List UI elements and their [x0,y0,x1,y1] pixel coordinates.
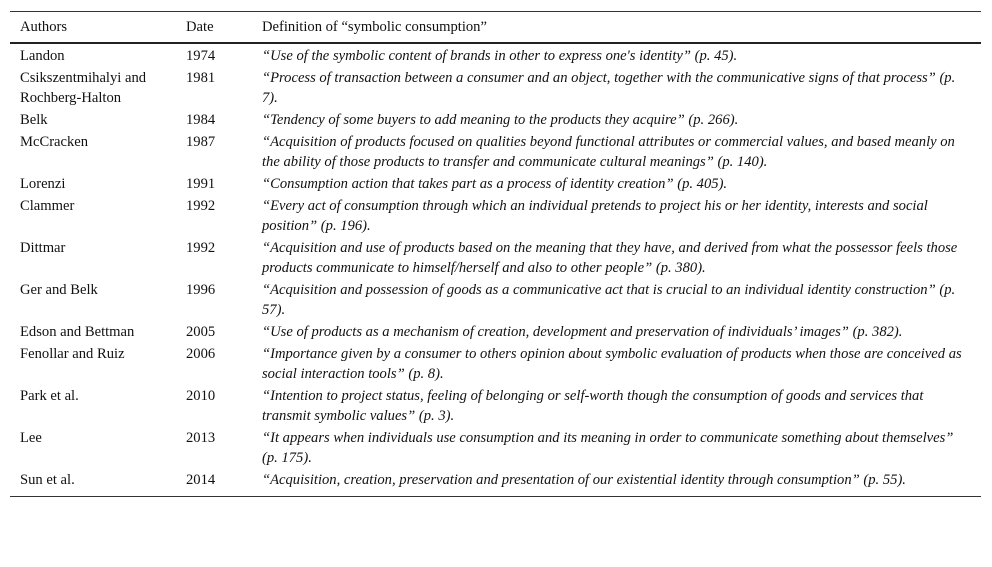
header-row [10,12,981,44]
cell-definition: “Use of products as a mechanism of creation, development and preservation of individuals’ images” (p. 382). [262,324,903,340]
cell-definition: “It appears when individuals use consumption and its meaning in order to communicate something about themselves” (p. 175). [262,430,954,466]
table-row [10,427,981,469]
cell-date: 2014 [186,469,262,497]
table-row [10,67,981,109]
cell-authors: Park et al. [20,388,79,404]
cell-authors: Dittmar [20,240,66,256]
cell-definition: “Acquisition of products focused on qualities beyond functional attributes or commercial values, and based meanly on the ability of those products to transfer and communicate cultural meanings” (p. 140). [262,134,955,170]
cell-date: 2006 [186,346,216,362]
cell-date: 1996 [186,282,216,298]
table-row [10,343,981,385]
table-row [10,469,981,497]
table-row [10,43,981,67]
table-row [10,131,981,173]
cell-date: 2005 [186,324,216,340]
cell-authors: Belk [20,112,48,128]
symbolic-consumption-table-container [10,11,981,497]
cell-definition: “Every act of consumption through which an individual pretends to project his or her identity, interests and social position” (p. 196). [262,198,928,234]
cell-definition: “Process of transaction between a consumer and an object, together with the communicative signs of that process” (p. 7). [262,70,956,106]
cell-authors: Lorenzi [20,176,66,192]
cell-date: 1991 [186,176,216,192]
cell-authors: Fenollar and Ruiz [20,346,125,362]
cell-date: 1981 [186,70,216,86]
table-row [10,109,981,131]
table-header [10,12,981,44]
symbolic-consumption-table [10,11,981,497]
cell-date: 1987 [186,134,216,150]
table-row [10,237,981,279]
cell-authors: Csikszentmihalyi and Rochberg-Halton [20,70,147,106]
table-row [10,321,981,343]
cell-authors: Clammer [20,198,75,214]
cell-date: 2010 [186,388,216,404]
table-row [10,173,981,195]
cell-authors: Sun et al. [10,469,186,497]
cell-date: 1974 [186,48,216,64]
cell-definition: “Tendency of some buyers to add meaning to the products they acquire” (p. 266). [262,112,739,128]
cell-date: 2013 [186,430,216,446]
header-authors: Authors [10,12,186,44]
cell-definition: “Acquisition, creation, preservation and presentation of our existential identity through consumption” (p. 55). [262,469,981,497]
cell-authors: Edson and Bettman [20,324,135,340]
cell-authors: Ger and Belk [20,282,98,298]
table-row [10,195,981,237]
cell-authors: McCracken [20,134,89,150]
table-body [10,43,981,497]
cell-definition: “Acquisition and use of products based on the meaning that they have, and derived from what the possessor feels those products communicate to himself/herself and also to other people” (p. 380). [262,240,958,276]
cell-date: 1992 [186,198,216,214]
cell-authors: Landon [20,48,65,64]
cell-definition: “Consumption action that takes part as a process of identity creation” (p. 405). [262,176,728,192]
cell-definition: “Importance given by a consumer to others opinion about symbolic evaluation of products when those are conceived as social interaction tools” (p. 8). [262,346,962,382]
cell-definition: “Acquisition and possession of goods as a communicative act that is crucial to an individual identity construction” (p. 57). [262,282,956,318]
header-definition: Definition of “symbolic consumption” [262,12,981,44]
cell-definition: “Use of the symbolic content of brands in other to express one's identity” (p. 45). [262,48,738,64]
header-date: Date [186,12,262,44]
cell-definition: “Intention to project status, feeling of belonging or self-worth though the consumption of goods and services that transmit symbolic values” (p. 3). [262,388,924,424]
table-row [10,279,981,321]
cell-date: 1992 [186,240,216,256]
table-row [10,385,981,427]
cell-authors: Lee [20,430,42,446]
cell-date: 1984 [186,112,216,128]
